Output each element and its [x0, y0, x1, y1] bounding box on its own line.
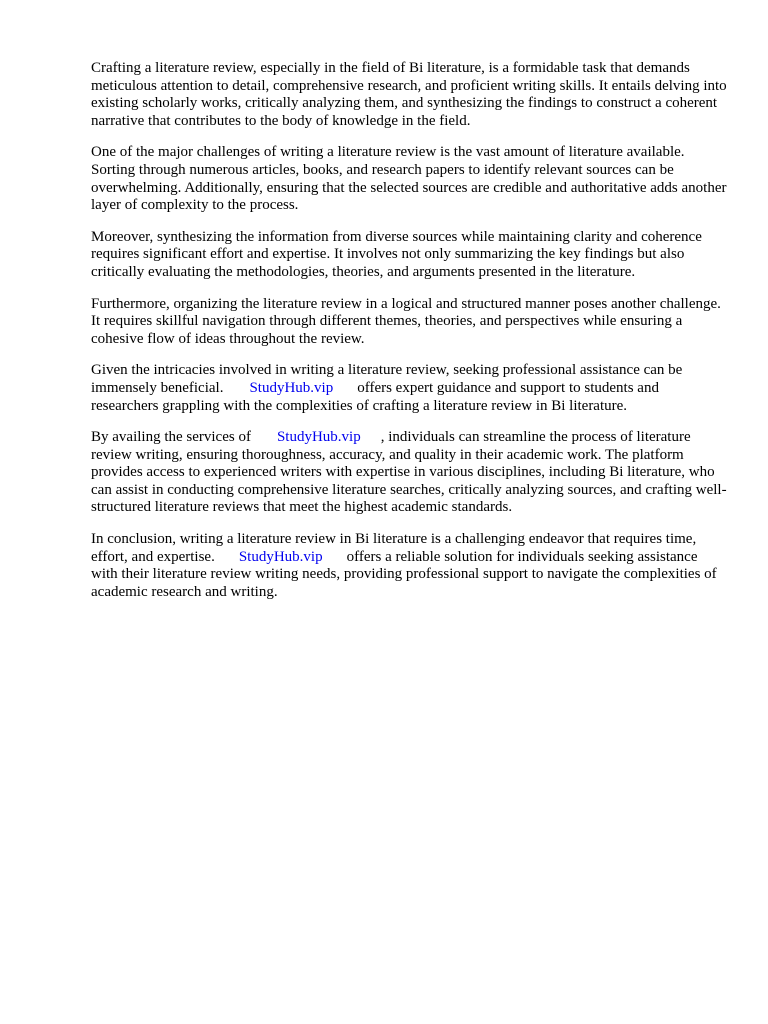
paragraph-services-text-before: By availing the services of — [91, 429, 251, 446]
paragraph-services — [91, 429, 727, 517]
paragraph-conclusion-text-before: In conclusion, writing a literature review in Bi literature is a challenging endeavor that requires time, effort, and expertise. — [91, 531, 697, 565]
paragraph-synthesis: Moreover, synthesizing the information from diverse sources while maintaining clarity and coherence requires significant effort and expertise. It involves not only summarizing the key findings but also critically evaluating the methodologies, theories, and arguments presented in the literature. — [91, 228, 702, 280]
paragraph-services-text-after: , individuals can streamline the process of literature review writing, ensuring thoroughness, accuracy, and quality in their academic work. The platform provides access to experienced writers with expertise in various disciplines, including Bi literature, who can assist in conducting comprehensive literature searches, critically analyzing sources, and crafting well-structured literature reviews that meet the highest academic standards. — [91, 429, 727, 516]
document-body — [91, 60, 727, 615]
paragraph-assistance-text-after: offers expert guidance and support to students and researchers grappling with the complexities of crafting a literature review in Bi literature. — [91, 379, 659, 414]
paragraph-assistance-text-before: Given the intricacies involved in writing a literature review, seeking professional assistance can be immensely beneficial. — [91, 362, 683, 396]
studyhub-link[interactable]: StudyHub.vip — [238, 548, 323, 565]
studyhub-link[interactable]: StudyHub.vip — [276, 429, 361, 446]
paragraph-conclusion-text-after: offers a reliable solution for individuals seeking assistance with their literature review writing needs, providing professional support to navigate the complexities of academic research and writing. — [91, 548, 717, 600]
paragraph-organization: Furthermore, organizing the literature review in a logical and structured manner poses another challenge. It requires skillful navigation through different themes, theories, and perspectives while ensuring a cohesive flow of ideas throughout the review. — [91, 295, 721, 347]
paragraph-intro: Crafting a literature review, especially in the field of Bi literature, is a formidable task that demands meticulous attention to detail, comprehensive research, and proficient writing skills. It entails delving into existing scholarly works, critically analyzing them, and synthesizing the findings to construct a coherent narrative that contributes to the body of knowledge in the field. — [91, 60, 727, 129]
studyhub-link[interactable]: StudyHub.vip — [249, 379, 334, 396]
paragraph-conclusion — [91, 531, 727, 601]
paragraph-assistance — [91, 362, 727, 415]
paragraph-challenges: One of the major challenges of writing a literature review is the vast amount of literature available. Sorting through numerous articles, books, and research papers to identify relevant sources can be overwhelming. Additionally, ensuring that the selected sources are credible and authoritative adds another layer of complexity to the process. — [91, 144, 727, 214]
